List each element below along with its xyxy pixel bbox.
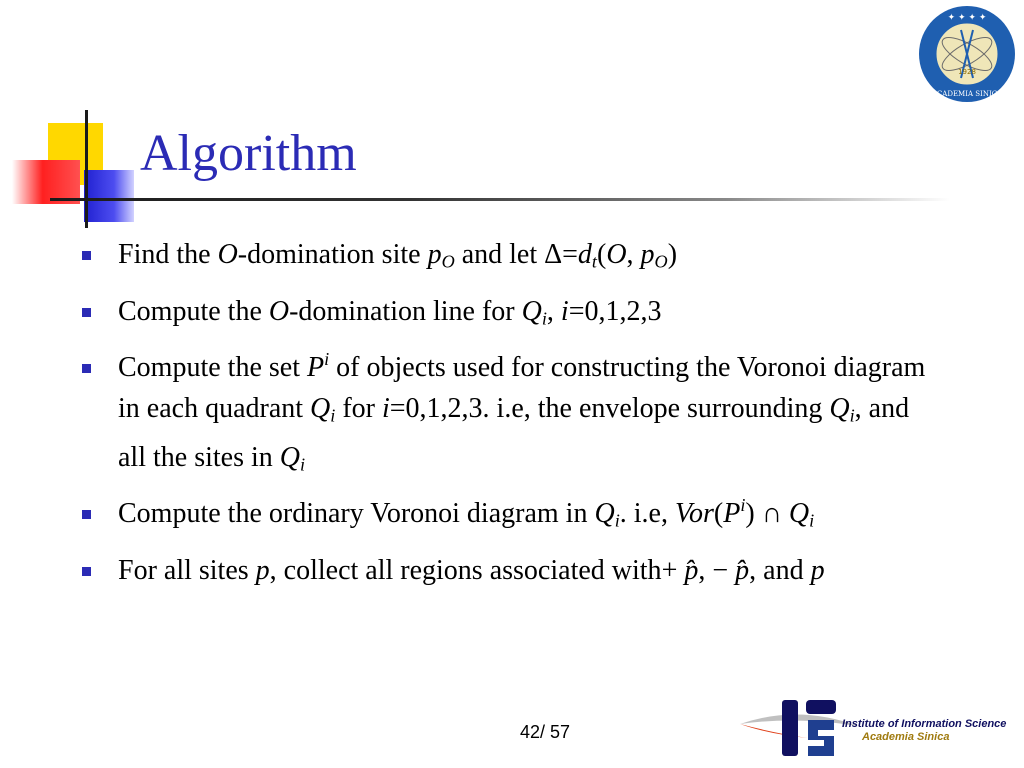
title-underline xyxy=(50,198,950,201)
bullet-icon xyxy=(82,251,91,260)
seal-year: 1928 xyxy=(958,68,976,76)
bullet-icon xyxy=(82,567,91,576)
list-item: Compute the set $P^i$ of objects used for constructing the Voronoi diagram in each quadrant $Q_i$ for i=0,1,2,3. i.e, the envelope surrounding $Q_i$, and all the sites in $Q_i$ xyxy=(80,347,940,485)
bullet-icon xyxy=(82,510,91,519)
bullet-icon xyxy=(82,308,91,317)
list-item: Compute the O-domination line for $Q_i$, i=0,1,2,3 xyxy=(80,291,940,340)
list-item: Compute the ordinary Voronoi diagram in $Q_i$. i.e, $Vor(P^i)$ ∩ $Q_i$ xyxy=(80,493,940,542)
bullet-icon xyxy=(82,364,91,373)
institute-name: Institute of Information Science xyxy=(842,718,1007,730)
blue-square xyxy=(84,170,134,222)
slide-title: Algorithm xyxy=(140,125,357,182)
bullet-list xyxy=(80,234,940,599)
academia-sinica-seal-icon xyxy=(912,4,1022,104)
seal-text: ACADEMIA SINICA xyxy=(931,90,1003,98)
list-item: Find the O-domination site $p_O$ and let $\Delta=d_t(O$, $p_O$) xyxy=(80,234,940,283)
svg-text:✦ ✦ ✦ ✦: ✦ ✦ ✦ ✦ xyxy=(947,13,987,23)
vertical-rule xyxy=(85,110,88,228)
institute-subtitle: Academia Sinica xyxy=(862,731,950,743)
decorative-squares xyxy=(0,0,160,230)
list-item: For all sites p, collect all regions associated with+ p̂, − p̂, and p xyxy=(80,550,940,591)
page-number: 42/ 57 xyxy=(520,722,571,742)
